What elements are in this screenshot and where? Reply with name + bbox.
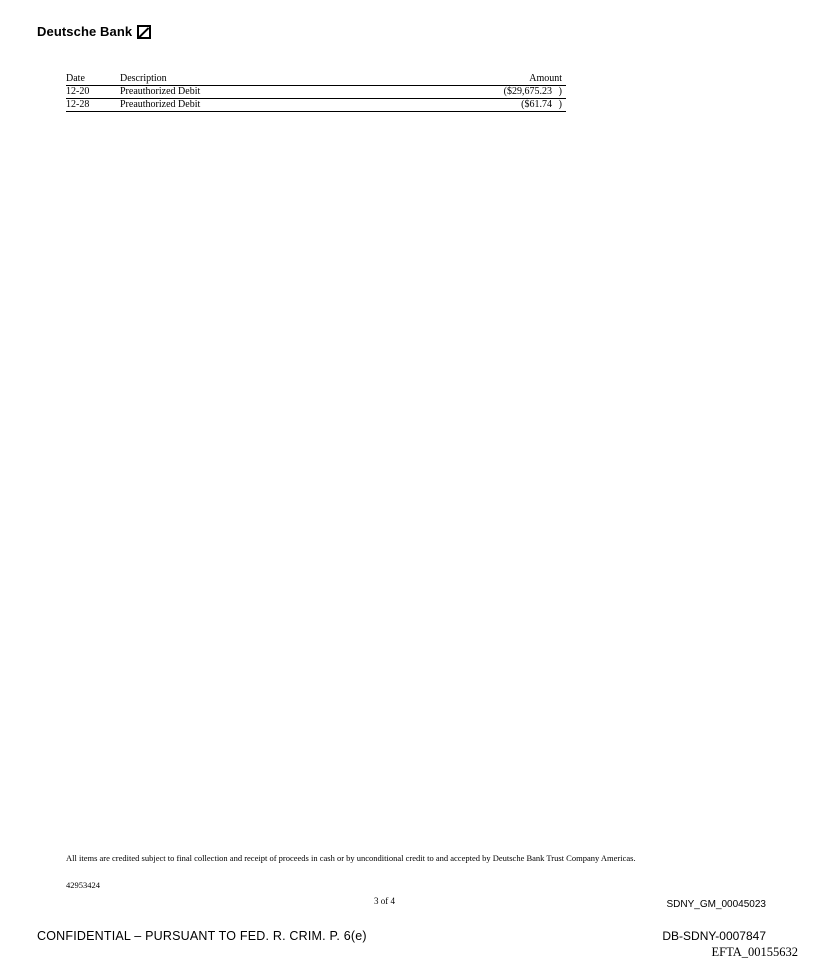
row-amount-close: ) xyxy=(558,86,562,97)
row-amount xyxy=(371,99,566,112)
footer-note: All items are credited subject to final collection and receipt of proceeds in cash or by unconditional credit to and accepted by Deutsche Bank Trust Company Americas. xyxy=(66,853,636,863)
table-header-row xyxy=(66,73,566,86)
row-amount-close: ) xyxy=(558,99,562,110)
page-number: 3 of 4 xyxy=(374,896,395,906)
efta-number: EFTA_00155632 xyxy=(711,945,798,959)
date-header: Date xyxy=(66,73,120,86)
confidential-notice: CONFIDENTIAL – PURSUANT TO FED. R. CRIM. P. 6(e) xyxy=(37,929,367,943)
transactions-table xyxy=(66,73,566,112)
bank-name: Deutsche Bank xyxy=(37,24,133,39)
row-amount-value: ($61.74 xyxy=(521,99,552,110)
row-description: Preauthorized Debit xyxy=(120,99,371,112)
row-date: 12-20 xyxy=(66,86,120,99)
table-row xyxy=(66,86,566,99)
amount-header: Amount xyxy=(371,73,566,86)
description-header: Description xyxy=(120,73,371,86)
deutsche-bank-logo-icon xyxy=(137,25,151,39)
document-header xyxy=(37,24,151,39)
bates-number-db: DB-SDNY-0007847 xyxy=(662,929,766,943)
row-amount-value: ($29,675.23 xyxy=(503,86,552,97)
account-number: 42953424 xyxy=(66,880,100,890)
row-description: Preauthorized Debit xyxy=(120,86,371,99)
row-date: 12-28 xyxy=(66,99,120,112)
row-amount xyxy=(371,86,566,99)
table-row xyxy=(66,99,566,112)
bates-number-gm: SDNY_GM_00045023 xyxy=(666,899,766,910)
